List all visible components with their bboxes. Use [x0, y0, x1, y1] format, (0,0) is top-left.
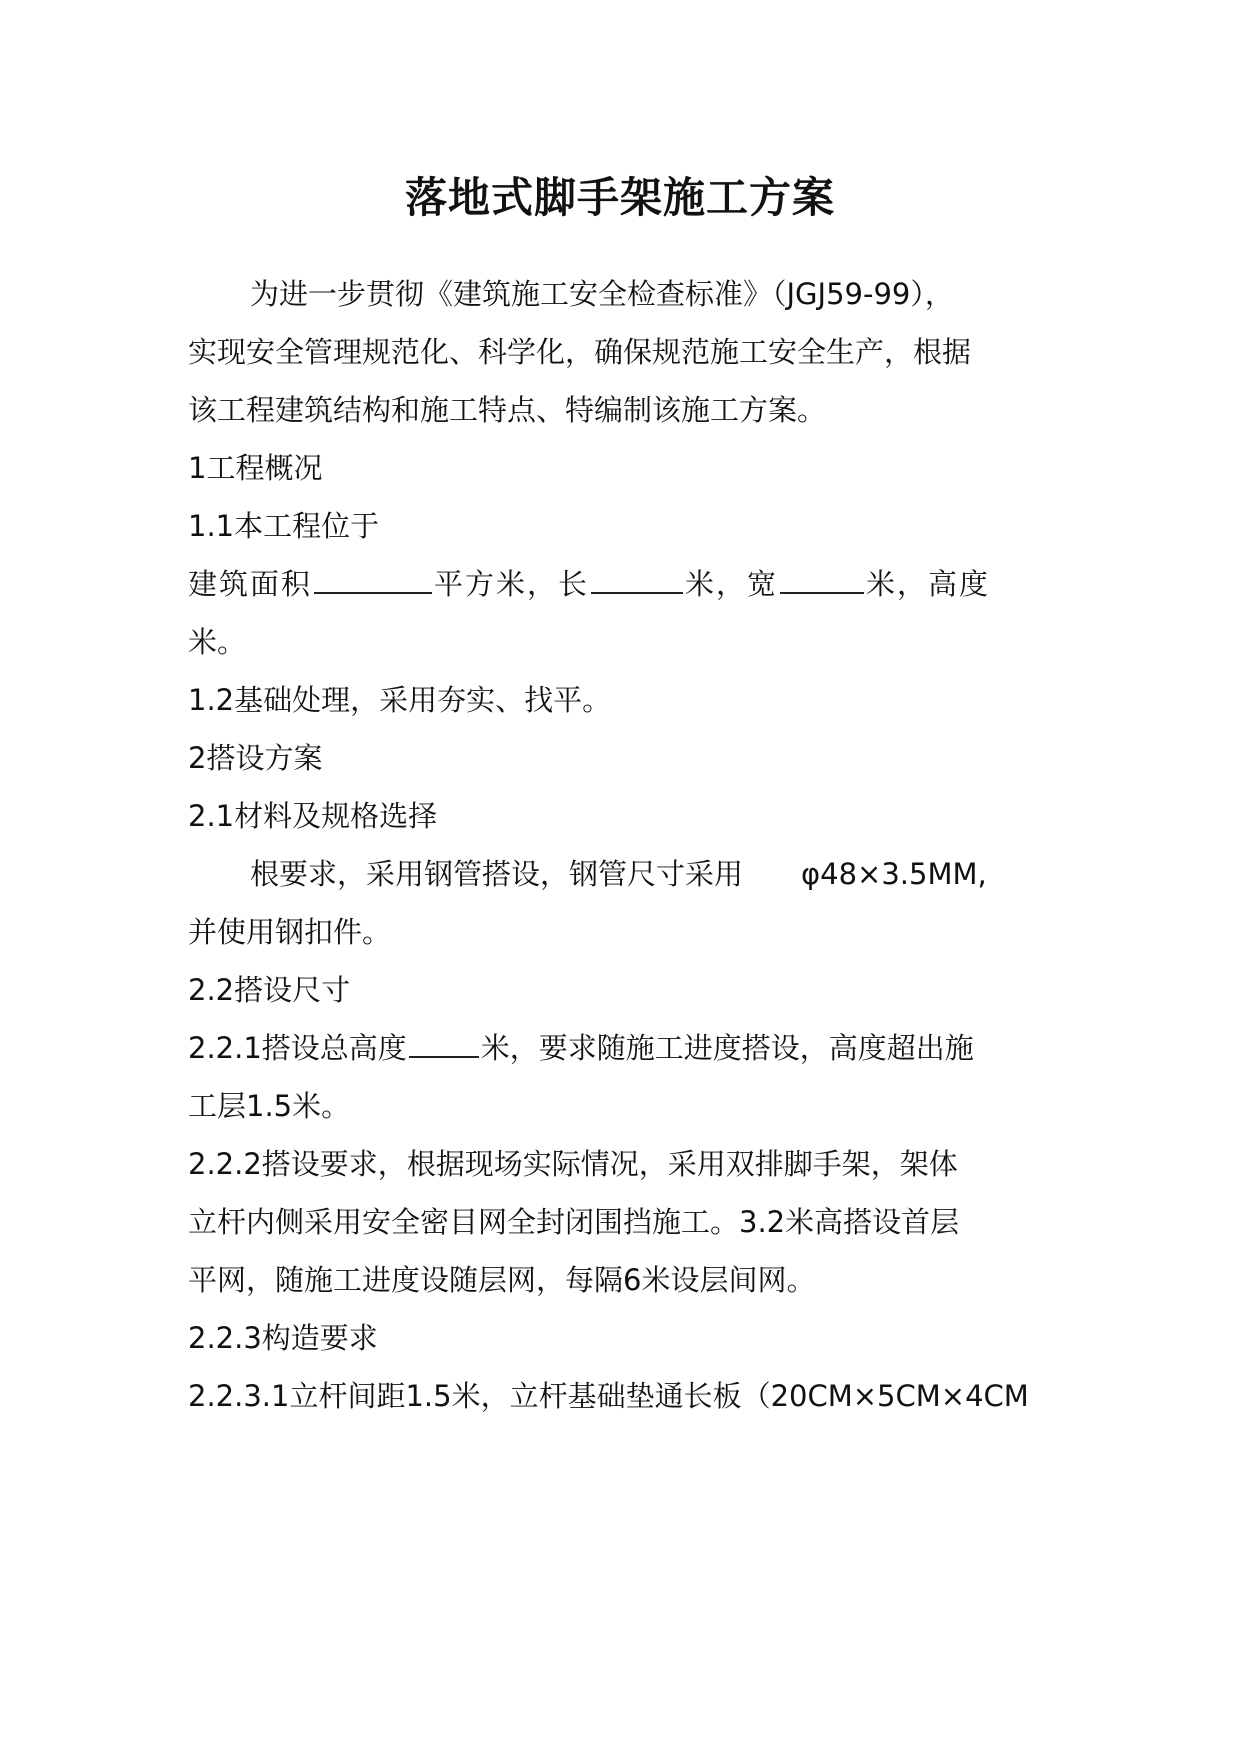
paragraph-line: 平网，随施工进度设随层网，每隔6米设层间网。 [188, 1263, 816, 1297]
height-label: 米，高度 [866, 567, 991, 601]
document-title: 落地式脚手架施工方案 [404, 173, 835, 222]
height-requirement-text: 米，要求随施工进度搭设，高度超出施 [480, 1031, 974, 1065]
paragraph-line: 该工程建筑结构和施工特点、特编制该施工方案。 [188, 393, 827, 427]
paragraph-line: 工层1.5米。 [188, 1089, 351, 1123]
paragraph-line: 为进一步贯彻《建筑施工安全检查标准》（JGJ59-99）， [250, 277, 954, 311]
paragraph-line: 2.2.3.1立杆间距1.5米，立杆基础垫通长板（20CM×5CM×4CM [188, 1379, 1029, 1413]
area-blank [314, 562, 432, 594]
total-height-blank [409, 1026, 479, 1058]
subsection-heading: 2.1材料及规格选择 [188, 799, 438, 833]
height-fill-line [188, 1026, 1058, 1070]
paragraph-line: 米。 [188, 625, 247, 659]
paragraph-line: 立杆内侧采用安全密目网全封闭围挡施工。3.2米高搭设首层 [188, 1205, 960, 1239]
width-blank [780, 562, 864, 594]
subsection-heading: 1.2基础处理，采用夯实、找平。 [188, 683, 612, 717]
area-label: 建筑面积 [188, 567, 313, 601]
sqm-label: 平方米，长 [434, 567, 590, 601]
paragraph-line: 并使用钢扣件。 [188, 915, 392, 949]
paragraph-line: 2.2.2搭设要求，根据现场实际情况，采用双排脚手架，架体 [188, 1147, 958, 1181]
section-heading: 2搭设方案 [188, 741, 323, 775]
section-heading: 1工程概况 [188, 451, 323, 485]
width-label: 米，宽 [685, 567, 779, 601]
subsection-heading: 1.1本工程位于 [188, 509, 380, 543]
paragraph-line: 实现安全管理规范化、科学化，确保规范施工安全生产，根据 [188, 335, 972, 369]
paragraph-line: 根要求，采用钢管搭设，钢管尺寸采用 φ48×3.5MM, [250, 857, 987, 891]
length-blank [591, 562, 683, 594]
area-fill-line [188, 562, 1058, 606]
subsection-heading: 2.2.3构造要求 [188, 1321, 378, 1355]
subsection-heading: 2.2搭设尺寸 [188, 973, 351, 1007]
total-height-label: 2.2.1搭设总高度 [188, 1031, 407, 1065]
